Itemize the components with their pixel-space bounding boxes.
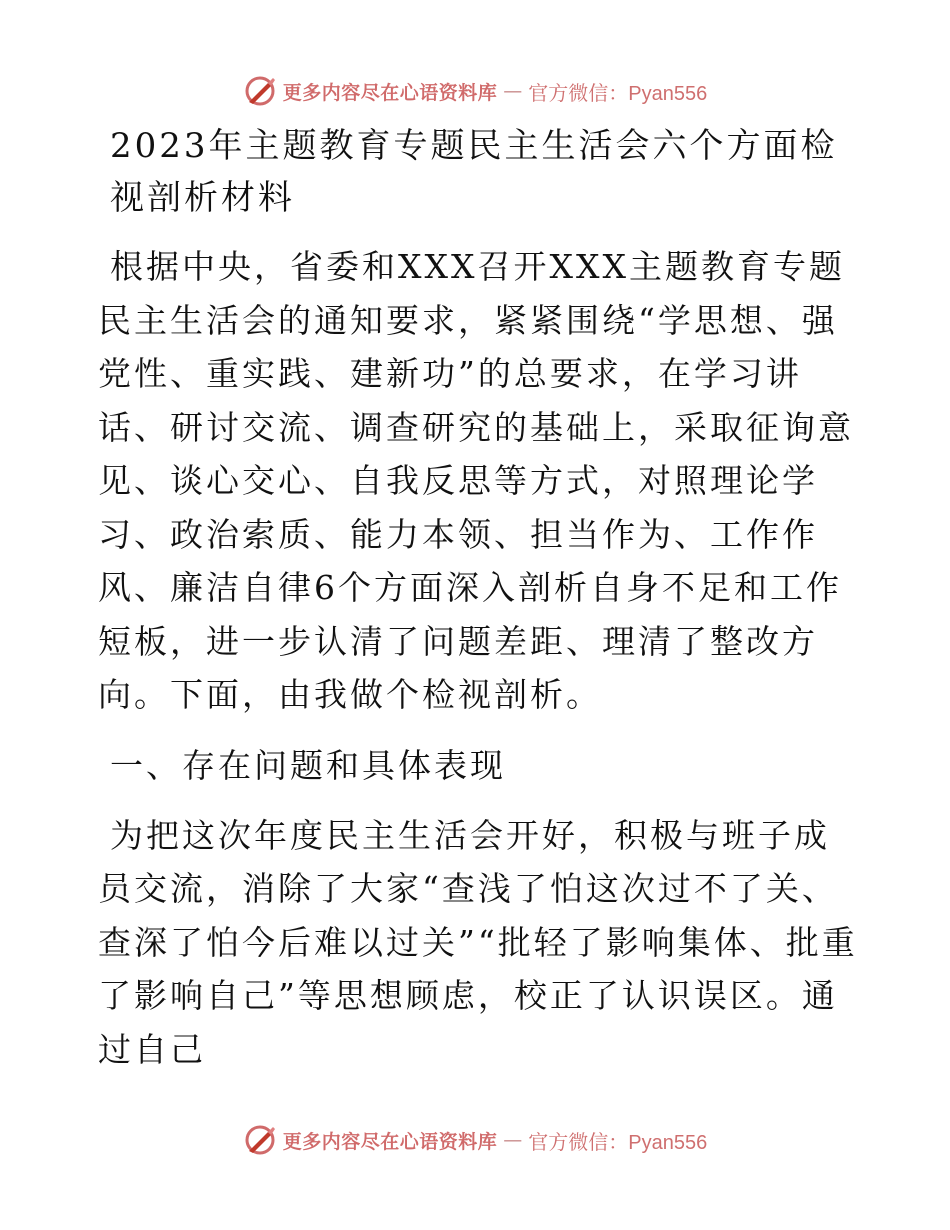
- footer-watermark: [0, 1120, 950, 1160]
- document-body: [98, 120, 858, 1093]
- watermark-separator: —: [503, 80, 523, 102]
- header-watermark: [0, 71, 950, 111]
- quill-pen-circle-icon: [243, 74, 277, 108]
- watermark-text: 更多内容尽在心语资料库: [282, 1130, 498, 1153]
- section-heading: 一、存在问题和具体表现: [110, 745, 506, 785]
- intro-paragraph: 根据中央，省委和XXX召开XXX主题教育专题民主生活会的通知要求，紧紧围绕“学思想、强党性、重实践、建新功”的总要求，在学习讲话、研讨交流、调查研究的基础上，采取征询意见、谈心交心、自我反思等方式，对照理论学习、政治索质、能力本领、担当作为、工作作风、廉洁自律6个方面深入剖析自身不足和工作短板，进一步认清了问题差距、理清了整改方向。下面，由我做个检视剖析。: [98, 247, 854, 714]
- section-paragraph: 为把这次年度民主生活会开好，积极与班子成员交流，消除了大家“查浅了怕这次过不了关、查深了怕今后难以过关”“批轻了影响集体、批重了影响自己”等思想顾虑，校正了认识误区。通过自己: [98, 815, 858, 1069]
- watermark-wechat: 官方微信：Pyan556: [528, 1131, 708, 1154]
- watermark-separator: —: [503, 1129, 523, 1151]
- watermark-text: 更多内容尽在心语资料库: [282, 81, 498, 104]
- watermark-wechat: 官方微信：Pyan556: [528, 82, 708, 105]
- document-title: 2023年主题教育专题民主生活会六个方面检视剖析材料: [110, 126, 838, 218]
- quill-pen-circle-icon: [243, 1123, 277, 1157]
